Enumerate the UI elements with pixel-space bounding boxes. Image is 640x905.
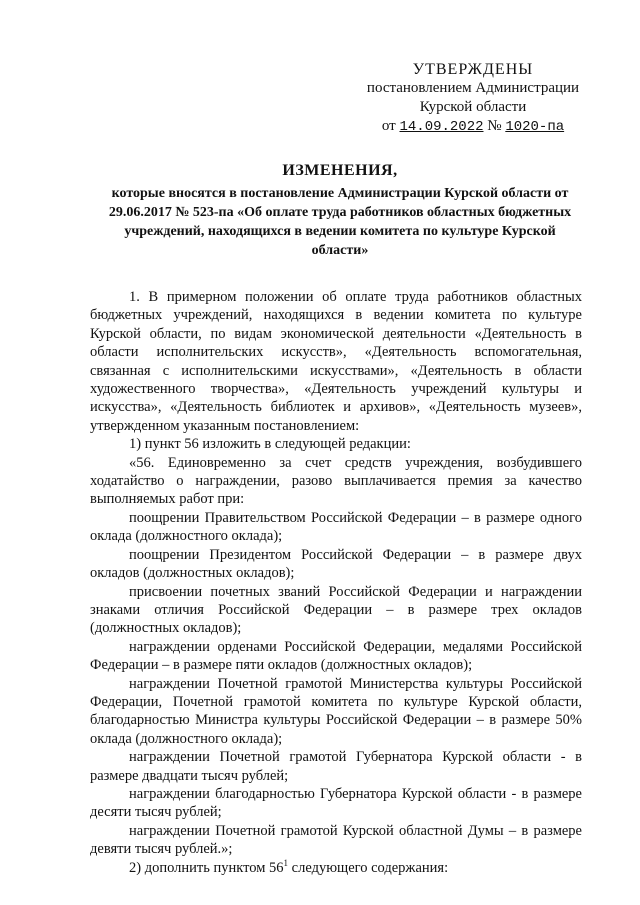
last-item-after: следующего содержания: [288, 859, 449, 876]
paragraph: награждении Почетной грамотой Губернатора Курской области - в размере двадцати тысяч рублей; [90, 749, 582, 784]
approval-heading: УТВЕРЖДЕНЫ [412, 61, 534, 78]
date-prefix: от [381, 118, 396, 134]
paragraph: «56. Единовременно за счет средств учреждения, возбудившего ходатайство о награждении, разово выплачивается премия за качество выполняемых работ при: [90, 454, 582, 508]
approval-line-1: постановлением Администрации [366, 80, 580, 96]
paragraph-last-item [90, 859, 582, 877]
title-main: ИЗМЕНЕНИЯ, [282, 162, 398, 179]
paragraph: награждении орденами Российской Федерации, медалями Российской Федерации – в размере пяти окладов (должностных окладов); [90, 638, 582, 674]
paragraph: награждении Почетной грамотой Курской областной Думы – в размере девяти тысяч рублей.»; [90, 822, 582, 858]
paragraph: присвоении почетных званий Российской Федерации и награждении знаками отличия Российской Федерации – в размере трех окладов (должностных окладов); [90, 583, 582, 637]
last-item-before: 2) дополнить пунктом 56 [129, 859, 284, 876]
title-subtitle: которые вносятся в постановление Администрации Курской области от 29.06.2017 № 523-па «Об оплате труда работников областных бюджетных учреждений, находящихся в ведении комитета по культуре Курской области» [108, 186, 572, 258]
approval-number: 1020-па [505, 119, 565, 135]
document-body [90, 288, 582, 877]
paragraph: поощрении Президентом Российской Федерации – в размере двух окладов (должностных окладов); [90, 546, 582, 582]
paragraph: награждении Почетной грамотой Министерства культуры Российской Федерации, Почетной грамотой комитета по культуре Курской области, благодарностью Министра культуры Российской Федерации – в размере 50% оклада (должностного оклада); [90, 675, 582, 747]
paragraph: 1. В примерном положении об оплате труда работников областных бюджетных учреждений, находящихся в ведении комитета по культуре Курской области, по видам экономической деятельности «Деятельность в области исполнительских искусств», «Деятельность вспомогательная, связанная с исполнительскими искусствами», «Деятельность в области художественного творчества», «Деятельность учреждений культуры и искусства», «Деятельность библиотек и архивов», «Деятельность музеев», утвержденном указанным постановлением: [90, 289, 582, 434]
paragraph: награждении благодарностью Губернатора Курской области - в размере десяти тысяч рублей; [90, 785, 582, 821]
document-title [100, 162, 580, 260]
approval-date-row [358, 117, 588, 137]
paragraph: поощрении Правительством Российской Федерации – в размере одного оклада (должностного оклада); [90, 509, 582, 545]
last-item-superscript: 1 [283, 857, 289, 868]
approval-stamp [358, 60, 588, 137]
approval-line-2: Курской области [419, 99, 527, 115]
approval-date: 14.09.2022 [399, 119, 484, 135]
paragraph: 1) пункт 56 изложить в следующей редакции: [129, 436, 411, 453]
number-prefix: № [487, 118, 502, 134]
